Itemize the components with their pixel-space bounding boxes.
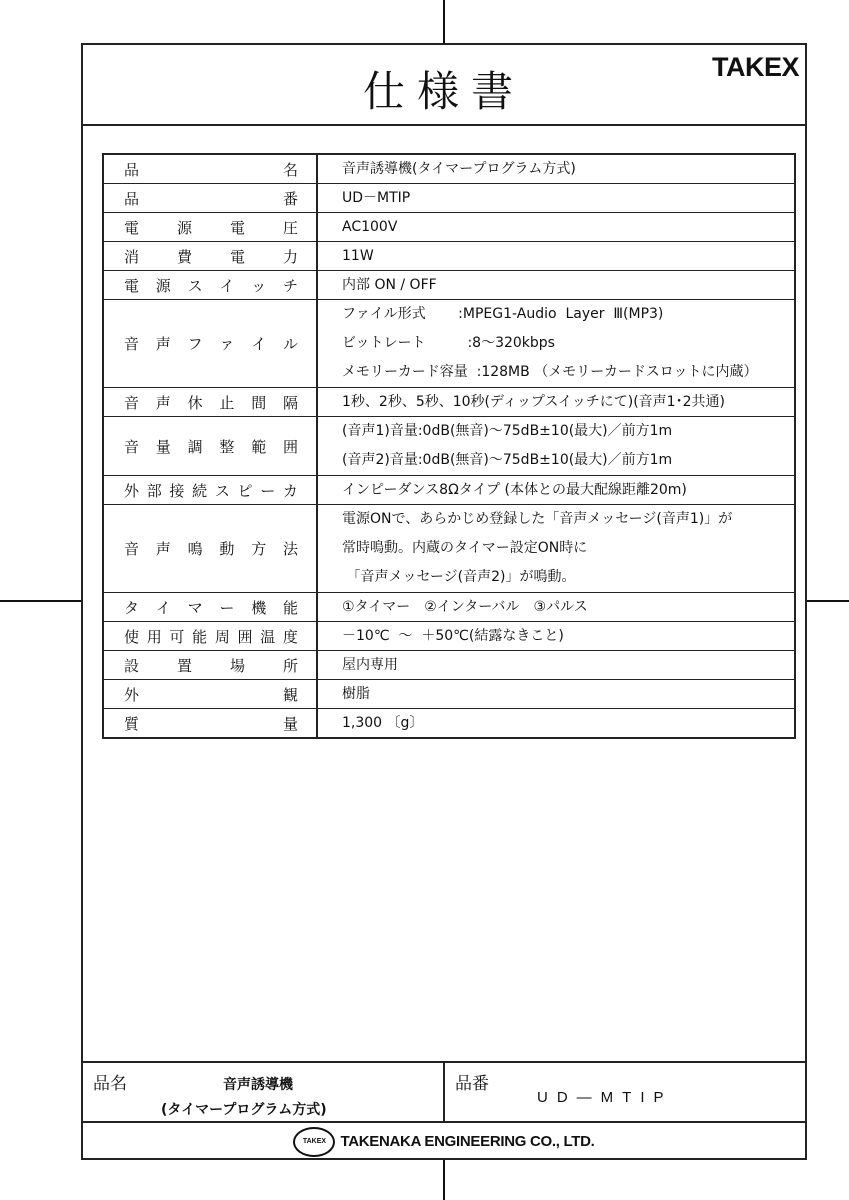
spec-label-char: 可: [169, 627, 185, 646]
spec-label-char: 部: [146, 481, 162, 500]
table-row: [103, 680, 795, 709]
brand-logo: TAKEX: [711, 52, 799, 82]
spec-label-text: [104, 217, 316, 238]
spec-label-char: フ: [187, 335, 203, 353]
spec-label-text: [104, 684, 316, 705]
crop-mark-bottom: [443, 1160, 445, 1200]
product-name-line1: 音声誘導機: [223, 1077, 293, 1093]
spec-label-char: 休: [187, 393, 203, 412]
spec-label-char: ス: [187, 276, 203, 295]
product-code-label: 品番: [455, 1074, 489, 1094]
table-row: [103, 709, 795, 739]
spec-value: [317, 680, 795, 709]
spec-label: [103, 505, 317, 593]
product-name-label: 品名: [93, 1074, 127, 1094]
spec-value: [317, 388, 795, 417]
spec-label-char: イ: [219, 276, 235, 295]
spec-label: [103, 593, 317, 622]
spec-value: [317, 300, 795, 388]
spec-value-line: ビットレート :8～320kbps: [342, 335, 555, 351]
spec-label-char: 鳴: [187, 540, 203, 558]
table-row: [103, 271, 795, 300]
spec-label: [103, 213, 317, 242]
spec-label-text: [104, 597, 316, 618]
spec-label-char: 使: [124, 627, 140, 646]
spec-value: [317, 154, 795, 184]
spec-value-line: 常時鳴動。内蔵のタイマー設定ON時に: [342, 540, 588, 556]
spec-value: [317, 651, 795, 680]
spec-value-line: AC100V: [342, 219, 398, 235]
spec-label-char: 動: [219, 540, 235, 558]
spec-label-char: 音: [124, 393, 140, 412]
spec-label-char: 周: [214, 627, 230, 646]
spec-value-line: 音声誘導機(タイマープログラム方式): [342, 161, 576, 177]
spec-label-char: 源: [176, 218, 192, 237]
spec-value-line: 11W: [342, 248, 374, 264]
table-row: [103, 184, 795, 213]
spec-label-char: 声: [155, 540, 171, 558]
spec-label-char: 量: [155, 437, 171, 456]
spec-label: [103, 184, 317, 213]
spec-label: [103, 300, 317, 388]
spec-label-char: 隔: [282, 393, 298, 412]
spec-label-char: 範: [251, 437, 267, 456]
title-block: [83, 1061, 805, 1160]
spec-label-char: 音: [124, 540, 140, 558]
spec-value: [317, 593, 795, 622]
spec-value-line: 1,300 〔g〕: [342, 715, 424, 731]
table-row: [103, 154, 795, 184]
spec-label-char: 能: [282, 598, 298, 617]
table-row: [103, 242, 795, 271]
spec-label-char: 囲: [237, 627, 253, 646]
spec-label-char: 場: [229, 656, 245, 675]
spec-label-char: 調: [187, 437, 203, 456]
spec-value-line: ①タイマー ②インターバル ③パルス: [342, 599, 588, 615]
spec-label: [103, 680, 317, 709]
spec-value: [317, 242, 795, 271]
spec-label-char: 費: [176, 247, 192, 266]
table-row: [103, 213, 795, 242]
spec-label-char: 名: [282, 160, 298, 179]
spec-label-char: タ: [124, 598, 140, 617]
spec-label-char: 電: [229, 247, 245, 266]
spec-label-char: 整: [219, 437, 235, 456]
spec-label-text: [104, 188, 316, 209]
spec-value: [317, 213, 795, 242]
spec-label: [103, 709, 317, 739]
spec-value-line: 1秒、2秒、5秒、10秒(ディップスイッチにて)(音声1･2共通): [342, 394, 725, 410]
spec-label: [103, 242, 317, 271]
spec-label-char: 音: [124, 437, 140, 456]
product-code-cell: [445, 1063, 805, 1121]
spec-label-char: 消: [124, 247, 140, 266]
spec-label-char: 止: [219, 393, 235, 412]
spec-value-line: 内部 ON / OFF: [342, 277, 437, 293]
spec-label-text: [104, 275, 316, 296]
spec-value: [317, 622, 795, 651]
spec-label-char: 声: [155, 335, 171, 353]
spec-label-text: [104, 333, 316, 354]
spec-value: [317, 505, 795, 593]
spec-label-char: 法: [282, 540, 298, 558]
spec-label: [103, 271, 317, 300]
spec-label-text: [104, 159, 316, 180]
spec-label-text: [104, 436, 316, 457]
spec-value: [317, 417, 795, 476]
spec-label-char: 用: [146, 627, 162, 646]
spec-label-char: イ: [155, 598, 171, 617]
company-name: TAKENAKA ENGINEERING CO., LTD.: [340, 1133, 595, 1150]
spec-label-char: 源: [155, 276, 171, 295]
company-row: [83, 1123, 805, 1160]
spec-value-line: 屋内専用: [342, 657, 398, 673]
spec-label-char: 力: [282, 247, 298, 266]
page-title: 仕様書: [362, 67, 525, 116]
takex-circle-logo-icon: [293, 1127, 335, 1157]
spec-label: [103, 417, 317, 476]
spec-label-char: 電: [124, 218, 140, 237]
spec-label-char: 観: [282, 685, 298, 704]
spec-label-char: 量: [282, 714, 298, 733]
spec-label-char: チ: [282, 276, 298, 295]
spec-label-char: 温: [260, 627, 276, 646]
spec-label-char: 声: [155, 393, 171, 412]
spec-label-char: 所: [282, 656, 298, 675]
spec-label-char: 音: [124, 335, 140, 353]
spec-label-char: 質: [124, 714, 140, 733]
spec-label-char: 外: [124, 685, 140, 704]
spec-label-char: 間: [251, 393, 267, 412]
spec-table: [102, 153, 796, 739]
spec-label-text: [104, 655, 316, 676]
product-name-cell: [83, 1063, 445, 1121]
spec-label-char: 品: [124, 189, 140, 208]
spec-label-char: 外: [124, 481, 140, 500]
spec-label: [103, 651, 317, 680]
spec-label-char: ー: [219, 598, 235, 617]
spec-label-char: 電: [229, 218, 245, 237]
spec-label-char: ー: [260, 481, 276, 500]
spec-label-char: 続: [192, 481, 208, 500]
spec-label-char: 番: [282, 189, 298, 208]
spec-value-line: 樹脂: [342, 686, 370, 702]
spec-label-char: 度: [282, 627, 298, 646]
product-name-line2: (タイマープログラム方式): [161, 1102, 327, 1118]
spec-label-text: [104, 392, 316, 413]
spec-value: [317, 709, 795, 739]
spec-label-char: ッ: [251, 276, 267, 295]
spec-label-text: [104, 246, 316, 267]
table-row: [103, 300, 795, 388]
spec-label: [103, 388, 317, 417]
spec-value-line: 「音声メッセージ(音声2)」が鳴動。: [342, 569, 576, 585]
crop-mark-top: [443, 0, 445, 43]
spec-value-line: メモリーカード容量 :128MB （メモリーカードスロットに内蔵）: [342, 364, 758, 380]
title-block-row: [83, 1063, 805, 1123]
spec-label-char: イ: [251, 335, 267, 353]
spec-label-text: [104, 713, 316, 734]
spec-value-line: －10℃ ～ ＋50℃(結露なきこと): [342, 628, 564, 644]
spec-label-char: ス: [214, 481, 230, 500]
spec-label-char: 圧: [282, 218, 298, 237]
spec-label-char: 能: [192, 627, 208, 646]
spec-label: [103, 476, 317, 505]
crop-mark-right: [807, 600, 849, 602]
spec-label-text: [104, 538, 316, 559]
product-code-value: UD—MTIP: [537, 1089, 673, 1106]
spec-value-line: 電源ONで、あらかじめ登録した「音声メッセージ(音声1)」が: [342, 511, 733, 527]
spec-label-char: 方: [251, 540, 267, 558]
table-row: [103, 651, 795, 680]
table-row: [103, 388, 795, 417]
logo-text: TAKEX: [302, 1138, 327, 1145]
spec-label-char: 囲: [282, 437, 298, 456]
spec-value-line: (音声1)音量:0dB(無音)～75dB±10(最大)／前方1m: [342, 423, 673, 439]
spec-label-char: 品: [124, 160, 140, 179]
spec-label-char: 電: [124, 276, 140, 295]
spec-value-line: ファイル形式 :MPEG1-Audio Layer Ⅲ(MP3): [342, 306, 664, 322]
table-row: [103, 593, 795, 622]
spec-value: [317, 184, 795, 213]
table-row: [103, 505, 795, 593]
table-row: [103, 476, 795, 505]
spec-label-char: ル: [282, 335, 298, 353]
document-frame: [81, 43, 807, 1160]
spec-value-line: (音声2)音量:0dB(無音)～75dB±10(最大)／前方1m: [342, 452, 673, 468]
spec-label-char: マ: [187, 598, 203, 617]
spec-label: [103, 154, 317, 184]
spec-label-text: [104, 480, 316, 501]
table-row: [103, 417, 795, 476]
spec-label-char: 機: [251, 598, 267, 617]
spec-label-char: 設: [124, 656, 140, 675]
spec-value: [317, 271, 795, 300]
spec-label-char: 置: [176, 656, 192, 675]
spec-value-line: UD－MTIP: [342, 190, 411, 206]
spec-label-text: [104, 626, 316, 647]
table-row: [103, 622, 795, 651]
spec-value: [317, 476, 795, 505]
spec-value-line: インピーダンス8Ωタイプ (本体との最大配線距離20m): [342, 482, 687, 498]
spec-label-char: 接: [169, 481, 185, 500]
spec-label: [103, 622, 317, 651]
spec-label-char: ピ: [237, 481, 253, 500]
document-header: [83, 45, 805, 126]
spec-label-char: ァ: [219, 335, 235, 353]
crop-mark-left: [0, 600, 81, 602]
spec-label-char: カ: [282, 481, 298, 500]
